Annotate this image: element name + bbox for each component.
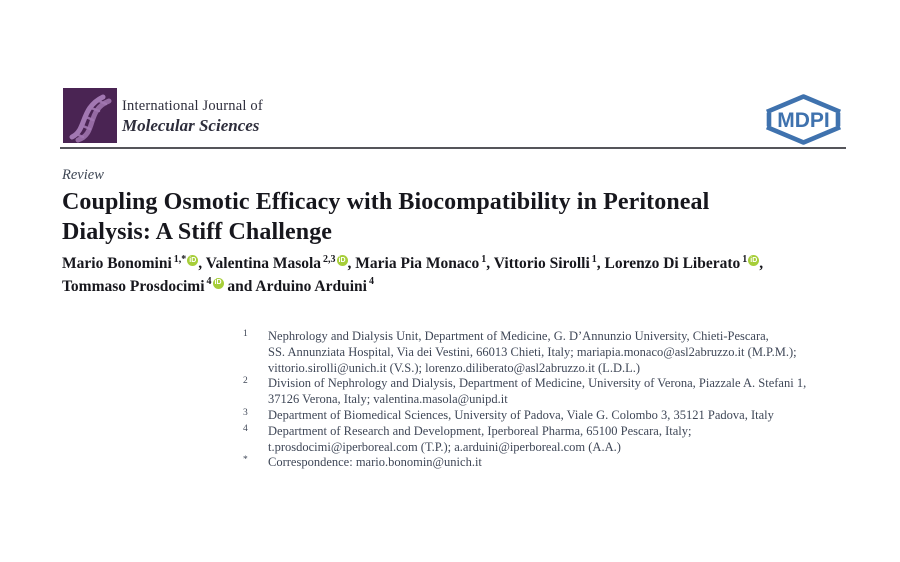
page-title [62,187,709,247]
affiliation-marker: 1 [243,329,248,339]
affiliation-entry [243,376,843,408]
orcid-icon[interactable]: iD [748,255,759,266]
author-list: Mario Bonomini $^{1,*}$ iD , Valentina Masola $^{2,3}$ iD , Maria Pia Monaco $^1$, Vittorio Sirolli $^1$, Lorenzo Di Liberato $^1$ iD , Tommaso Prosdocimi $^4$ iD and Arduino Arduini $^4$ [62,253,764,295]
author-affiliation-superscript: 1 [591,253,597,265]
orcid-icon[interactable]: iD [213,278,224,289]
author-name: Lorenzo Di Liberato [604,255,741,272]
title-line-2: Dialysis: A Stiff Challenge [62,219,333,245]
journal-name [122,97,263,137]
affiliation-text: Division of Nephrology and Dialysis, Department of Medicine, University of Verona, Piazzale A. Stefani 1, 37126 Verona, Italy; valentina.masola@unipd.it [268,376,807,407]
affiliation-marker: * [243,455,248,466]
author-affiliation-superscript: 4 [368,276,374,288]
author-name: Valentina Masola [205,255,322,272]
author-name: Vittorio Sirolli [493,255,590,272]
affiliation-entry [243,424,843,456]
author-affiliation-superscript: 2,3 [323,253,336,265]
orcid-icon[interactable]: iD [337,255,348,266]
author-name: Maria Pia Monaco [355,255,480,272]
author-affiliation-superscript: 1 [481,253,487,265]
journal-dna-logo-icon [63,88,117,143]
affiliation-entry [243,408,843,424]
affiliation-entry [243,329,843,376]
affiliation-text: Correspondence: mario.bonomin@unich.it [268,455,482,470]
journal-name-top: International Journal of [122,98,263,114]
affiliation-entry [243,455,843,471]
mdpi-logo [757,91,850,148]
affiliation-text: Department of Research and Development, Iperboreal Pharma, 65100 Pescara, Italy; t.prosdocimi@iperboreal.com (T.P.); a.arduini@iperboreal.com (A.A.) [268,423,692,454]
author-name: Mario Bonomini [62,255,172,272]
author-affiliation-superscript: 1,* [173,253,187,265]
author-name: Tommaso Prosdocimi [62,277,205,295]
affiliation-marker: 4 [243,423,248,434]
journal-name-bottom: Molecular Sciences [122,116,260,135]
title-line-1: Coupling Osmotic Efficacy with Biocompatibility in Peritoneal [62,189,710,215]
affiliation-text: Nephrology and Dialysis Unit, Department of Medicine, G. D’Annunzio University, Chieti-Pescara, SS. Annunziata Hospital, Via dei Vestini, 66013 Chieti, Italy; mariapia.monaco@asl2abruzzo.it (M.P.M.); vittorio.sirolli@unich.it (V.S.); lorenzo.diliberato@asl2abruzzo.it (L.D.L.) [268,329,797,375]
article-type-label: Review [62,167,104,183]
orcid-icon[interactable]: iD [187,255,198,266]
affiliation-list [243,329,843,471]
affiliation-marker: 3 [243,407,248,418]
header-divider [60,147,846,149]
affiliation-marker: 2 [243,376,248,387]
author-affiliation-superscript: 4 [206,276,212,288]
mdpi-wordmark: MDPI [777,109,830,132]
affiliation-text: Department of Biomedical Sciences, University of Padova, Viale G. Colombo 3, 35121 Padova, Italy [268,407,774,422]
author-name: Arduino Arduini [255,277,367,295]
author-affiliation-superscript: 1 [742,253,748,265]
